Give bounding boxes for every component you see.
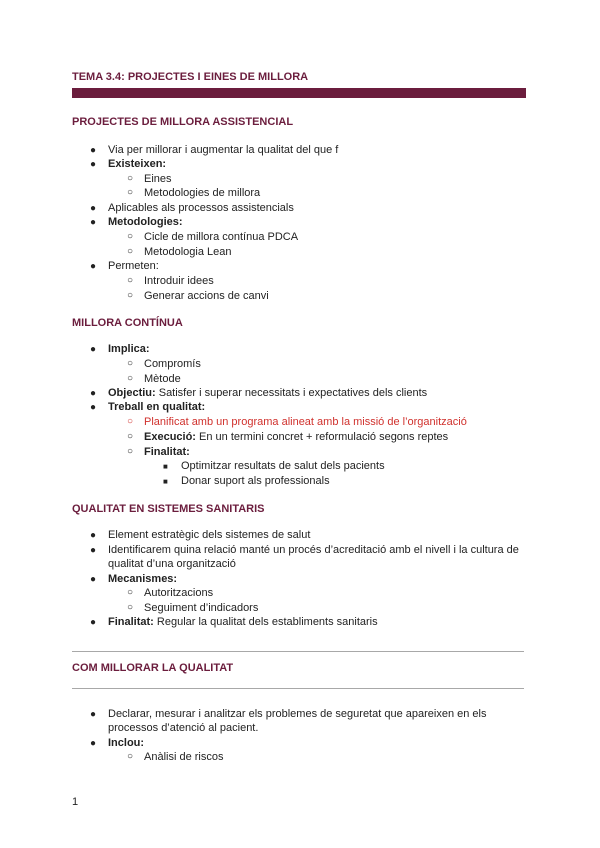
list-item: Identificarem quina relació manté un procés d’acreditació amb el nivell i la cultura de (108, 544, 519, 556)
list-item-text: Satisfer i superar necessitats i expectatives dels clients (155, 387, 428, 399)
bullet-disc: ● (90, 574, 97, 585)
bullet-disc: ● (90, 709, 97, 720)
list-item-label: Metodologies: (108, 216, 183, 228)
list-item-label: Implica: (108, 343, 150, 355)
bullet-disc: ● (90, 145, 97, 156)
list-subitem-label: Finalitat: (144, 446, 190, 458)
list-subitem: Anàlisi de riscos (144, 751, 224, 763)
bullet-square: ■ (163, 462, 168, 471)
bullet-disc: ● (90, 617, 97, 628)
bullet-disc: ● (90, 402, 97, 413)
bullet-circle: ○ (127, 231, 134, 242)
list-subitem: Autoritzacions (144, 587, 214, 599)
list-item: Permeten: (108, 260, 159, 272)
bullet-disc: ● (90, 738, 97, 749)
list-subsubitem: Optimitzar resultats de salut dels pacients (181, 460, 385, 472)
section-title-millora-continua: MILLORA CONTÍNUA (72, 317, 183, 329)
bullet-circle: ○ (127, 290, 134, 301)
section-title-projectes: PROJECTES DE MILLORA ASSISTENCIAL (72, 116, 294, 128)
list-item-continuation: processos d’atenció al pacient. (108, 722, 259, 734)
bullet-disc: ● (90, 344, 97, 355)
bullet-circle: ○ (127, 187, 134, 198)
list-subitem-label: Execució: (144, 431, 196, 443)
list-item-label: Objectiu: (108, 387, 156, 399)
bullet-circle: ○ (127, 431, 134, 442)
bullet-circle: ○ (127, 246, 134, 257)
bullet-circle: ○ (127, 416, 134, 427)
list-item-continuation: qualitat d’una organització (108, 558, 236, 570)
bullet-disc: ● (90, 217, 97, 228)
list-subsubitem: Donar suport als professionals (181, 475, 330, 487)
bullet-circle: ○ (127, 373, 134, 384)
list-subitem: Introduir idees (144, 275, 214, 287)
list-subitem: Seguiment d’indicadors (144, 602, 259, 614)
bullet-disc: ● (90, 203, 97, 214)
list-item: Via per millorar i augmentar la qualitat del que f (108, 144, 339, 156)
list-subitem-text: En un termini concret + reformulació segons reptes (195, 431, 449, 443)
list-item: Aplicables als processos assistencials (108, 202, 294, 214)
divider (72, 688, 524, 689)
list-subitem: Generar accions de canvi (144, 290, 269, 302)
bullet-circle: ○ (127, 275, 134, 286)
list-item-label: Mecanismes: (108, 573, 178, 585)
page-number: 1 (72, 796, 79, 808)
title-bar (72, 88, 526, 98)
list-item-label: Treball en qualitat: (108, 401, 206, 413)
divider (72, 651, 524, 652)
section-title-com-millorar: COM MILLORAR LA QUALITAT (72, 662, 234, 674)
bullet-circle: ○ (127, 587, 134, 598)
list-item-label: Existeixen: (108, 158, 167, 170)
bullet-circle: ○ (127, 446, 134, 457)
bullet-disc: ● (90, 261, 97, 272)
bullet-disc: ● (90, 388, 97, 399)
list-subitem: Eines (144, 173, 172, 185)
list-item-text: Regular la qualitat dels establiments sanitaris (153, 616, 378, 628)
list-subitem: Metodologies de millora (144, 187, 261, 199)
list-item (108, 387, 427, 399)
list-item: Element estratègic dels sistemes de salut (108, 529, 311, 541)
list-item-label: Inclou: (108, 737, 145, 749)
bullet-circle: ○ (127, 751, 134, 762)
page-title: TEMA 3.4: PROJECTES I EINES DE MILLORA (72, 71, 309, 83)
bullet-disc: ● (90, 530, 97, 541)
bullet-square: ■ (163, 477, 168, 486)
list-item (108, 616, 378, 628)
list-subitem: Cicle de millora contínua PDCA (144, 231, 299, 243)
bullet-circle: ○ (127, 358, 134, 369)
list-item-label: Finalitat: (108, 616, 154, 628)
list-subitem-highlight: Planificat amb un programa alineat amb la missió de l’organització (144, 416, 467, 428)
section-title-qualitat: QUALITAT EN SISTEMES SANITARIS (72, 503, 265, 515)
list-subitem: Compromís (144, 358, 201, 370)
list-subitem (144, 431, 448, 443)
bullet-circle: ○ (127, 602, 134, 613)
list-item: Declarar, mesurar i analitzar els problemes de seguretat que apareixen en els (108, 708, 487, 720)
list-subitem: Metodologia Lean (144, 246, 232, 258)
bullet-disc: ● (90, 159, 97, 170)
bullet-disc: ● (90, 545, 97, 556)
bullet-circle: ○ (127, 173, 134, 184)
list-subitem: Mètode (144, 373, 181, 385)
